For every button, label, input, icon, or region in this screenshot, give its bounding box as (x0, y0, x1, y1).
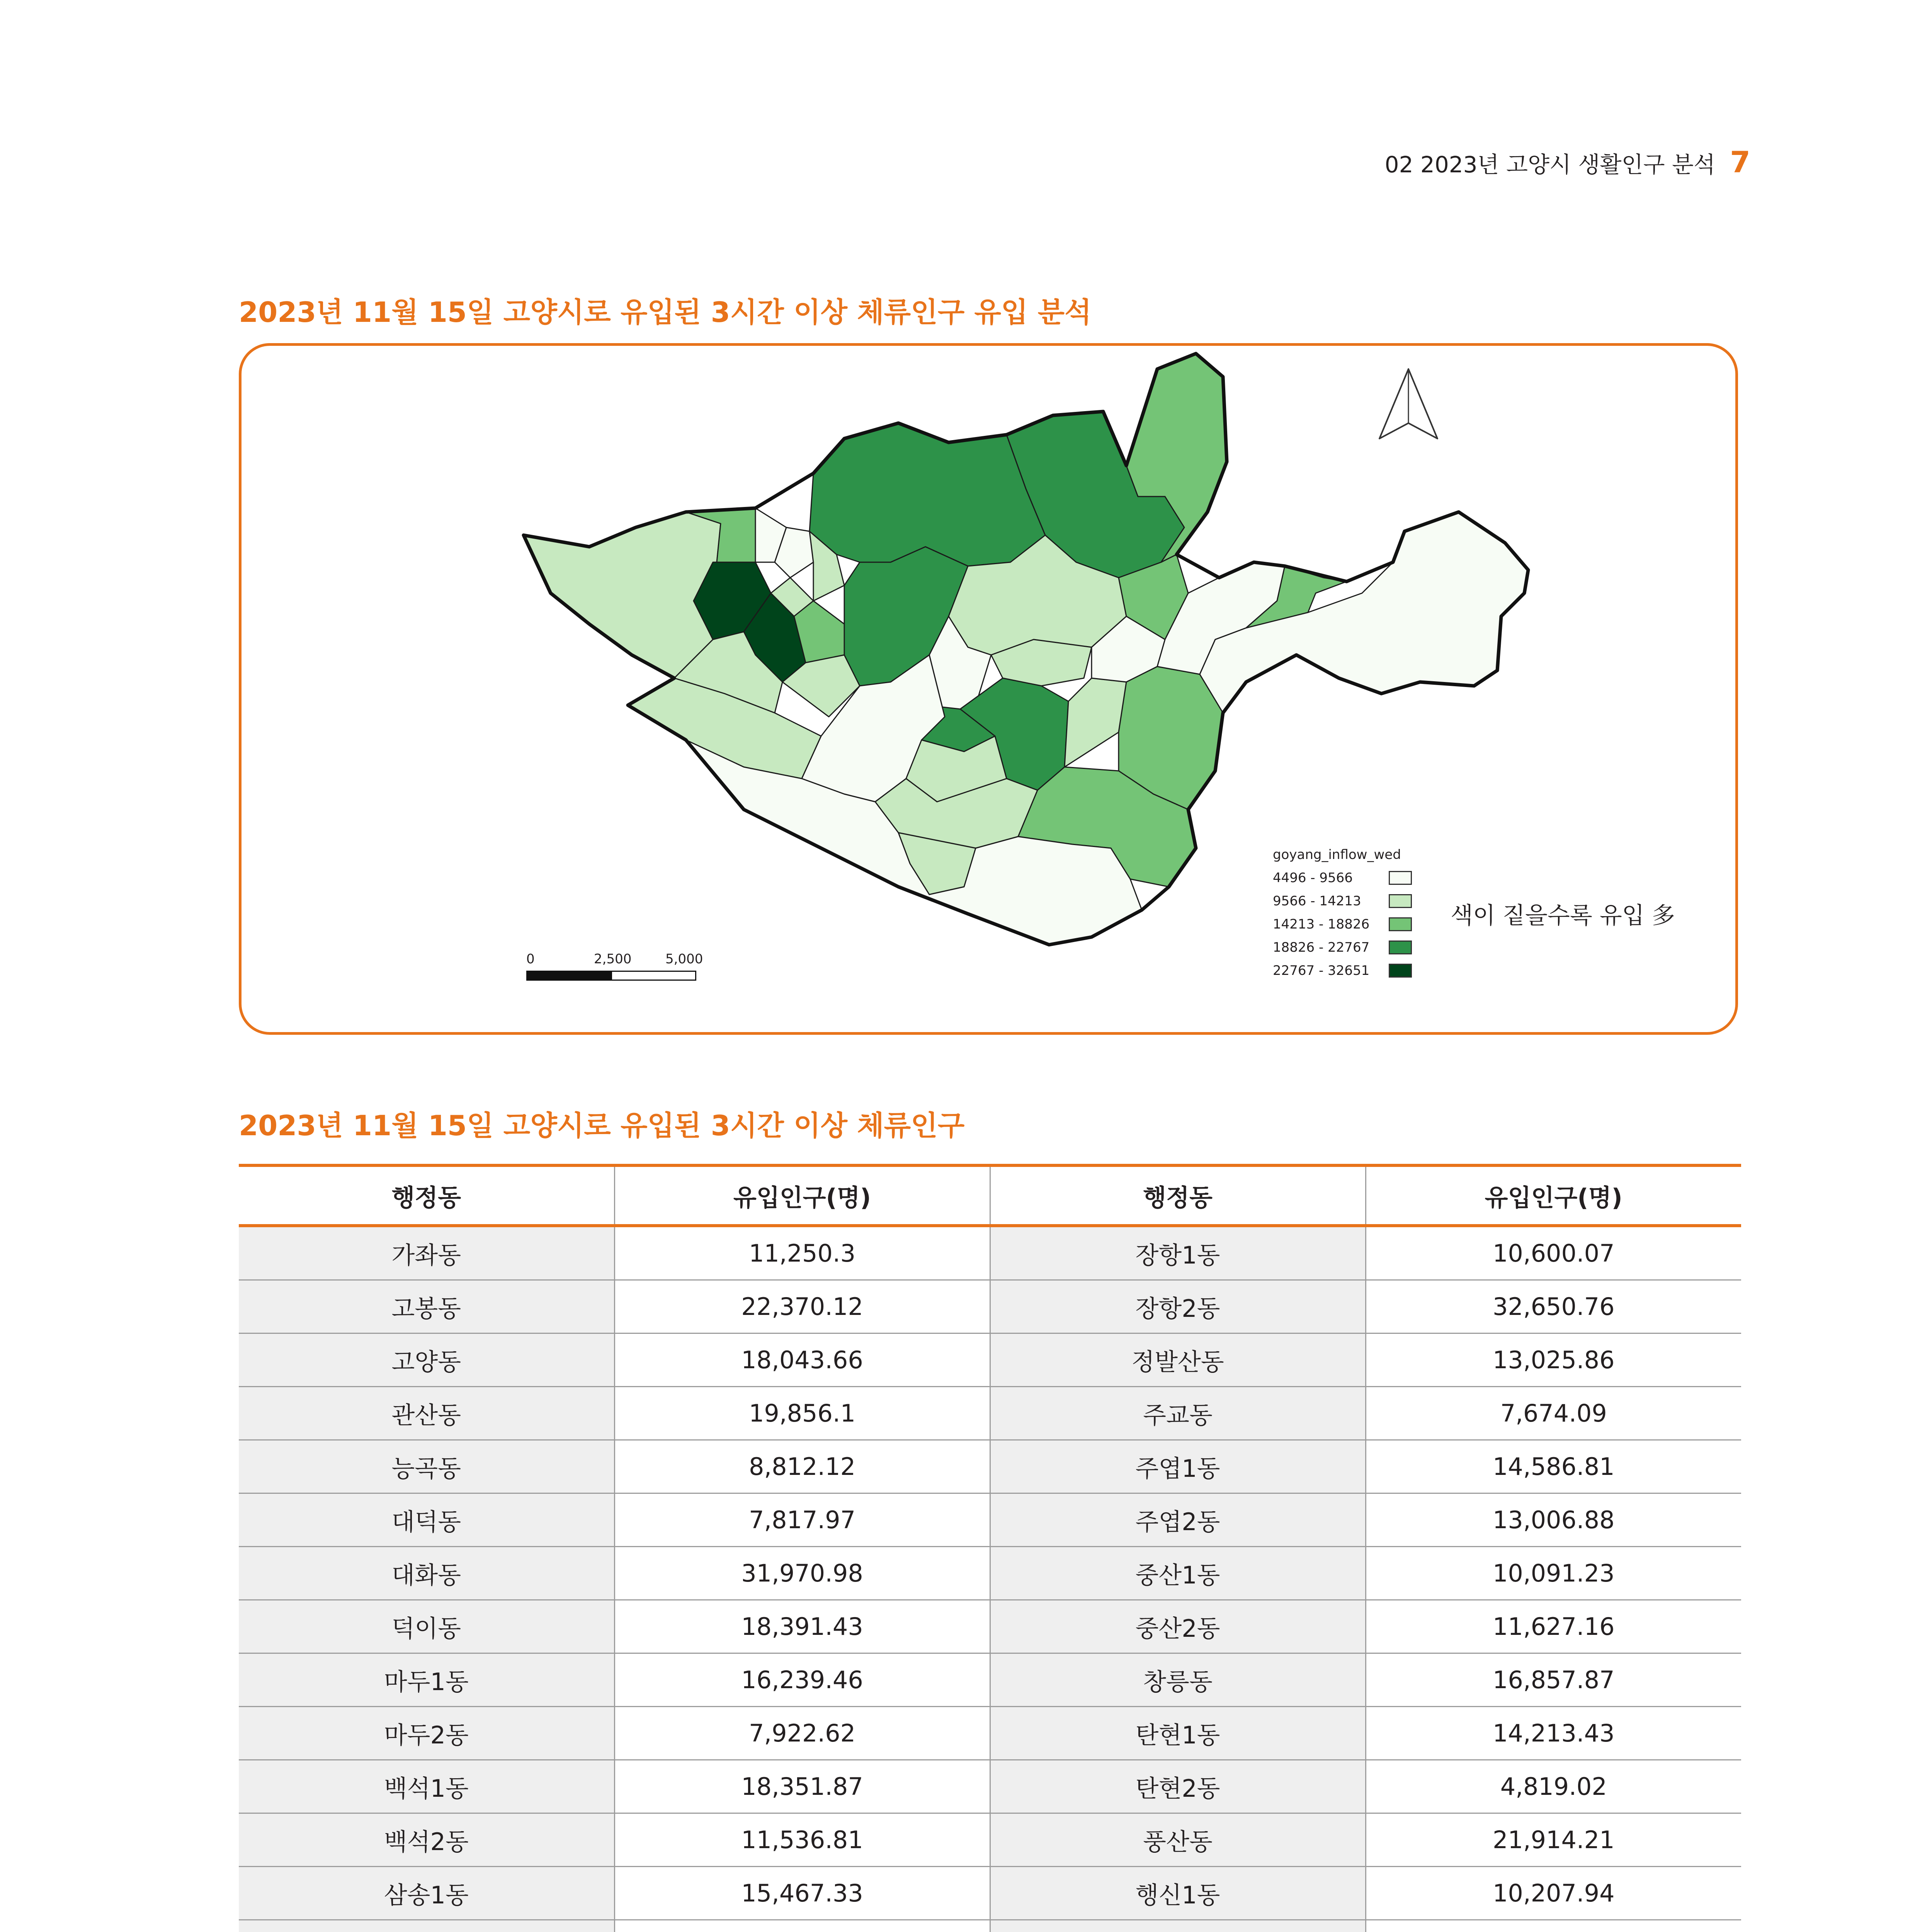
choropleth-map-panel (239, 343, 1738, 1035)
map-legend (1273, 847, 1412, 982)
inflow-value-cell: 10,091.23 (1366, 1547, 1741, 1600)
inflow-value-cell: 10,207.94 (1366, 1867, 1741, 1920)
district-name-cell: 백석2동 (239, 1813, 614, 1867)
table-row (239, 1333, 1741, 1387)
map-note: 색이 짙을수록 유입 多 (1451, 902, 1675, 929)
inflow-value-cell: 7,817.97 (614, 1493, 990, 1547)
inflow-value-cell: 7,674.09 (1366, 1387, 1741, 1440)
district-name-cell: 고봉동 (239, 1280, 614, 1333)
inflow-value-cell: 32,650.76 (1366, 1280, 1741, 1333)
district-name-cell: 장항1동 (990, 1226, 1366, 1280)
table-row (239, 1547, 1741, 1600)
district-name-cell: 마두2동 (239, 1707, 614, 1760)
scale-bar (526, 951, 703, 981)
district-name-cell: 대화동 (239, 1547, 614, 1600)
inflow-value-cell: 18,391.43 (614, 1600, 990, 1653)
table-row (239, 1600, 1741, 1653)
legend-swatch (1389, 894, 1412, 908)
legend-item: 14213 - 18826 (1273, 913, 1412, 936)
table-row (239, 1280, 1741, 1333)
table-row (239, 1493, 1741, 1547)
scale-label: 5,000 (665, 951, 703, 967)
district-name-cell: 창릉동 (990, 1653, 1366, 1707)
district-name-cell: 관산동 (239, 1387, 614, 1440)
table-section-title: 2023년 11월 15일 고양시로 유입된 3시간 이상 체류인구 (239, 1109, 965, 1142)
district-name-cell: 탄현1동 (990, 1707, 1366, 1760)
district-name-cell: 장항2동 (990, 1280, 1366, 1333)
district-name-cell: 주엽1동 (990, 1440, 1366, 1493)
table-row (239, 1867, 1741, 1920)
inflow-value-cell: 21,914.21 (1366, 1813, 1741, 1867)
district-name-cell: 중산2동 (990, 1600, 1366, 1653)
table-row (239, 1440, 1741, 1493)
inflow-value-cell (614, 1920, 990, 1932)
district-name-cell: 대덕동 (239, 1493, 614, 1547)
goyang-choropleth-map (242, 346, 1738, 1035)
map-section-title: 2023년 11월 15일 고양시로 유입된 3시간 이상 체류인구 유입 분석 (239, 296, 1092, 328)
district-name-cell: 가좌동 (239, 1226, 614, 1280)
legend-item: 22767 - 32651 (1273, 959, 1412, 982)
district-name-cell: 풍산동 (990, 1813, 1366, 1867)
inflow-population-table (239, 1164, 1741, 1932)
inflow-value-cell: 14,586.81 (1366, 1440, 1741, 1493)
inflow-value-cell: 8,812.12 (614, 1440, 990, 1493)
column-header: 행정동 (990, 1165, 1366, 1226)
district-name-cell: 정발산동 (990, 1333, 1366, 1387)
district-name-cell: 능곡동 (239, 1440, 614, 1493)
running-header-title: 02 2023년 고양시 생활인구 분석 (1384, 151, 1716, 178)
inflow-value-cell: 13,025.86 (1366, 1333, 1741, 1387)
inflow-value-cell: 18,043.66 (614, 1333, 990, 1387)
inflow-value-cell: 13,006.88 (1366, 1493, 1741, 1547)
legend-item: 18826 - 22767 (1273, 936, 1412, 959)
district-name-cell (990, 1920, 1366, 1932)
column-header: 유입인구(명) (1366, 1165, 1741, 1226)
district-name-cell: 고양동 (239, 1333, 614, 1387)
table-body (239, 1226, 1741, 1932)
district-name-cell: 행신1동 (990, 1867, 1366, 1920)
legend-swatch (1389, 964, 1412, 978)
table-row (239, 1920, 1741, 1932)
legend-swatch (1389, 871, 1412, 885)
north-arrow-icon (1379, 369, 1437, 439)
inflow-value-cell: 15,467.33 (614, 1867, 990, 1920)
inflow-value-cell (1366, 1920, 1741, 1932)
page-number: 7 (1730, 145, 1750, 179)
inflow-value-cell: 11,627.16 (1366, 1600, 1741, 1653)
legend-item: 9566 - 14213 (1273, 889, 1412, 913)
inflow-value-cell: 22,370.12 (614, 1280, 990, 1333)
district-name-cell: 주엽2동 (990, 1493, 1366, 1547)
district-name-cell: 백석1동 (239, 1760, 614, 1813)
inflow-value-cell: 11,250.3 (614, 1226, 990, 1280)
district-name-cell: 중산1동 (990, 1547, 1366, 1600)
table-row (239, 1226, 1741, 1280)
table-row (239, 1387, 1741, 1440)
inflow-value-cell: 16,239.46 (614, 1653, 990, 1707)
district-name-cell: 삼송1동 (239, 1867, 614, 1920)
table-row (239, 1760, 1741, 1813)
inflow-value-cell: 16,857.87 (1366, 1653, 1741, 1707)
column-header: 유입인구(명) (614, 1165, 990, 1226)
inflow-value-cell: 18,351.87 (614, 1760, 990, 1813)
district-name-cell: 탄현2동 (990, 1760, 1366, 1813)
inflow-value-cell: 19,856.1 (614, 1387, 990, 1440)
inflow-value-cell: 31,970.98 (614, 1547, 990, 1600)
legend-swatch (1389, 917, 1412, 931)
table-header-row (239, 1165, 1741, 1226)
inflow-value-cell: 7,922.62 (614, 1707, 990, 1760)
map-district (1065, 678, 1126, 767)
district-name-cell: 마두1동 (239, 1653, 614, 1707)
district-name-cell (239, 1920, 614, 1932)
legend-title: goyang_inflow_wed (1273, 847, 1401, 862)
district-name-cell: 덕이동 (239, 1600, 614, 1653)
inflow-value-cell: 14,213.43 (1366, 1707, 1741, 1760)
table-row (239, 1653, 1741, 1707)
inflow-value-cell: 4,819.02 (1366, 1760, 1741, 1813)
table-row (239, 1813, 1741, 1867)
table-row (239, 1707, 1741, 1760)
scale-label: 2,500 (594, 951, 632, 967)
legend-swatch (1389, 940, 1412, 954)
scale-label: 0 (526, 951, 535, 967)
column-header: 행정동 (239, 1165, 614, 1226)
inflow-value-cell: 10,600.07 (1366, 1226, 1741, 1280)
running-header (1385, 145, 1750, 179)
district-name-cell: 주교동 (990, 1387, 1366, 1440)
legend-item: 4496 - 9566 (1273, 866, 1412, 889)
inflow-value-cell: 11,536.81 (614, 1813, 990, 1867)
